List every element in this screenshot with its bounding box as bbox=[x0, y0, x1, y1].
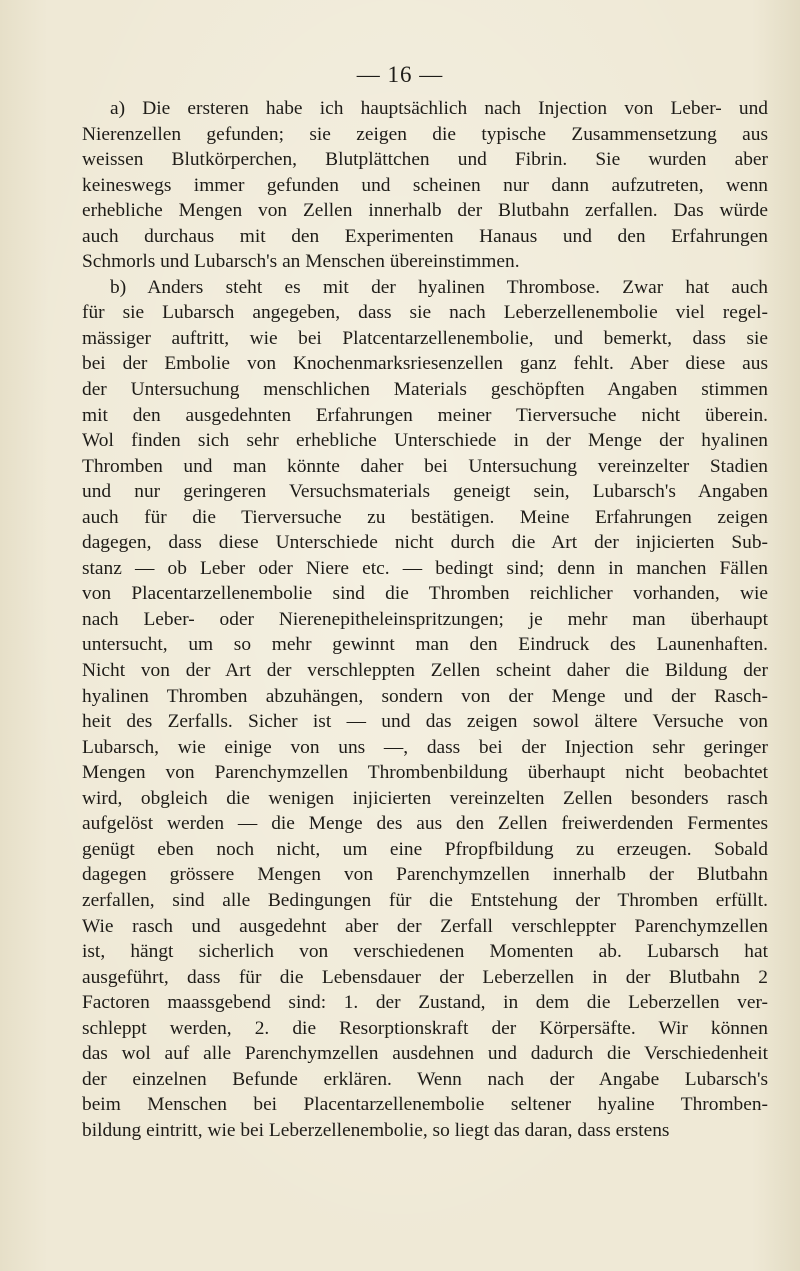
text-line: auch für die Tierversuche zu bestätigen. Meine Erfahrungen zeigen bbox=[82, 506, 768, 528]
text-line: weissen Blutkörperchen, Blutplättchen und Fibrin. Sie wurden aber bbox=[82, 149, 768, 171]
text-line: ausgeführt, dass für die Lebensdauer der Leberzellen in der Blutbahn 2 bbox=[82, 966, 768, 988]
paragraph bbox=[82, 96, 768, 275]
text-line: untersucht, um so mehr gewinnt man den Eindruck des Launenhaften. bbox=[82, 634, 768, 656]
text-line: das wol auf alle Parenchymzellen ausdehnen und dadurch die Verschiedenheit bbox=[82, 1043, 768, 1065]
text-line: Mengen von Parenchymzellen Thrombenbildung überhaupt nicht beobachtet bbox=[82, 762, 768, 784]
text-line: Wie rasch und ausgedehnt aber der Zerfall verschleppter Parenchymzellen bbox=[82, 915, 768, 937]
text-line: ist, hängt sicherlich von verschiedenen Momenten ab. Lubarsch hat bbox=[82, 941, 768, 963]
text-line: mässiger auftritt, wie bei Platcentarzellenembolie, und bemerkt, dass sie bbox=[82, 327, 768, 349]
text-line: beim Menschen bei Placentarzellenembolie seltener hyaline Thromben- bbox=[82, 1094, 768, 1116]
text-line: wird, obgleich die wenigen injicierten vereinzelten Zellen besonders rasch bbox=[82, 787, 768, 809]
text-line: Wol finden sich sehr erhebliche Unterschiede in der Menge der hyalinen bbox=[82, 430, 768, 452]
text-line: mit den ausgedehnten Erfahrungen meiner Tierversuche nicht überein. bbox=[82, 404, 768, 426]
text-line: hyalinen Thromben abzuhängen, sondern von der Menge und der Rasch- bbox=[82, 685, 768, 707]
text-line: nach Leber- oder Nierenepitheleinspritzungen; je mehr man überhaupt bbox=[82, 608, 768, 630]
text-line: Lubarsch, wie einige von uns —, dass bei der Injection sehr geringer bbox=[82, 736, 768, 758]
text-line: erhebliche Mengen von Zellen innerhalb der Blutbahn zerfallen. Das würde bbox=[82, 200, 768, 222]
text-line: der Untersuchung menschlichen Materials geschöpften Angaben stimmen bbox=[82, 379, 768, 401]
text-line: von Placentarzellenembolie sind die Thromben reichlicher vorhanden, wie bbox=[82, 583, 768, 605]
text-line: der einzelnen Befunde erklären. Wenn nach der Angabe Lubarsch's bbox=[82, 1068, 768, 1090]
text-line: dagegen, dass diese Unterschiede nicht durch die Art der injicierten Sub- bbox=[82, 532, 768, 554]
text-line: schleppt werden, 2. die Resorptionskraft der Körpersäfte. Wir können bbox=[82, 1017, 768, 1039]
text-line: Nierenzellen gefunden; sie zeigen die typische Zusammensetzung aus bbox=[82, 123, 768, 145]
text-line: für sie Lubarsch angegeben, dass sie nach Leberzellenembolie viel regel- bbox=[82, 302, 768, 324]
text-line: stanz — ob Leber oder Niere etc. — bedingt sind; denn in manchen Fällen bbox=[82, 557, 768, 579]
text-line: auch durchaus mit den Experimenten Hanaus und den Erfahrungen bbox=[82, 225, 768, 247]
text-line: bildung eintritt, wie bei Leberzellenembolie, so liegt das daran, dass erstens bbox=[82, 1119, 670, 1141]
text-line: zerfallen, sind alle Bedingungen für die Entstehung der Thromben erfüllt. bbox=[82, 889, 768, 911]
paragraph bbox=[82, 275, 768, 1144]
body-text bbox=[82, 96, 768, 1143]
text-line: a) Die ersteren habe ich hauptsächlich nach Injection von Leber- und bbox=[110, 98, 768, 119]
text-line: keineswegs immer gefunden und scheinen nur dann aufzutreten, wenn bbox=[82, 174, 768, 196]
text-line: Factoren maassgebend sind: 1. der Zustand, in dem die Leberzellen ver- bbox=[82, 992, 768, 1014]
text-line: Nicht von der Art der verschleppten Zellen scheint daher die Bildung der bbox=[82, 660, 768, 682]
text-line: b) Anders steht es mit der hyalinen Thrombose. Zwar hat auch bbox=[110, 276, 768, 298]
text-line: aufgelöst werden — die Menge des aus den Zellen freiwerdenden Fermentes bbox=[82, 813, 768, 835]
text-line: heit des Zerfalls. Sicher ist — und das zeigen sowol ältere Versuche von bbox=[82, 711, 768, 733]
text-line: dagegen grössere Mengen von Parenchymzellen innerhalb der Blutbahn bbox=[82, 864, 768, 886]
text-line: Thromben und man könnte daher bei Untersuchung vereinzelter Stadien bbox=[82, 455, 768, 477]
text-line: und nur geringeren Versuchsmaterials geneigt sein, Lubarsch's Angaben bbox=[82, 481, 768, 503]
text-line: Schmorls und Lubarsch's an Menschen übereinstimmen. bbox=[82, 251, 520, 273]
text-line: genügt eben noch nicht, um eine Pfropfbildung zu erzeugen. Sobald bbox=[82, 838, 768, 860]
page-number: — 16 — bbox=[356, 62, 444, 87]
text-line: bei der Embolie von Knochenmarksriesenzellen ganz fehlt. Aber diese aus bbox=[82, 353, 768, 375]
